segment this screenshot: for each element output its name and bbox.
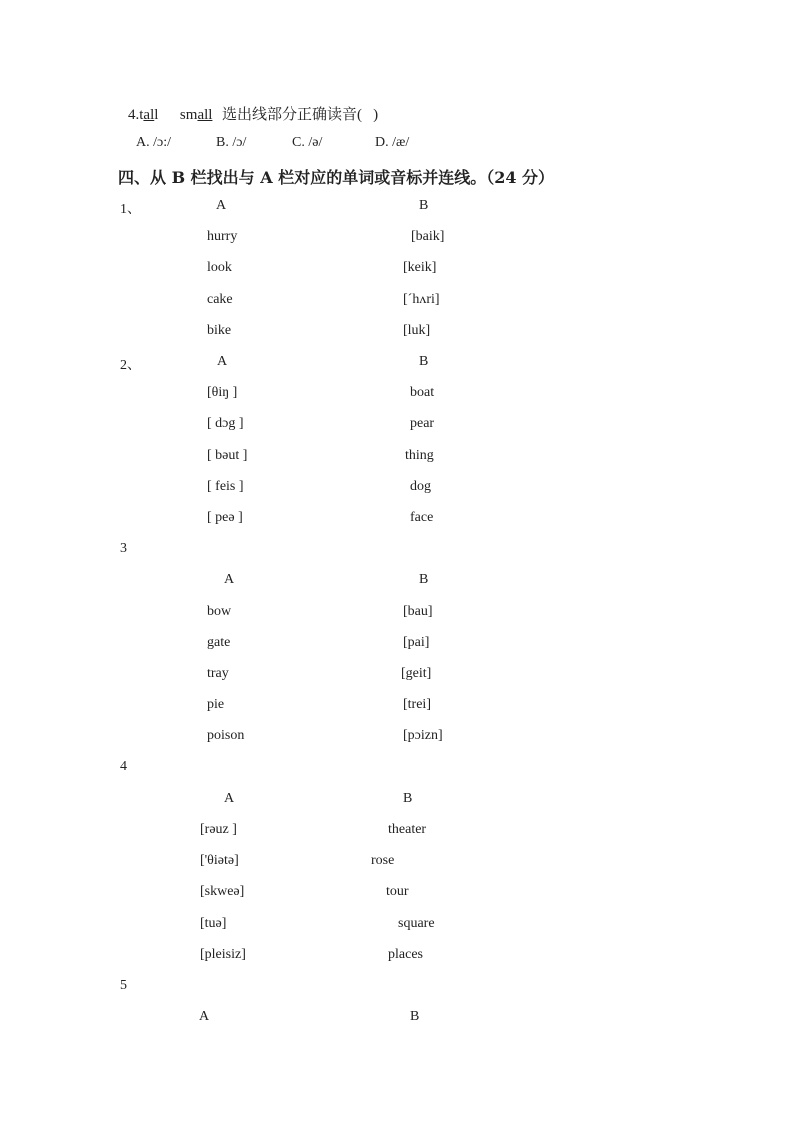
group-2-col-b: B — [419, 354, 429, 369]
group-3-col-b: B — [419, 572, 429, 587]
group-1-row-4-b: [luk] — [403, 323, 431, 338]
group-4-row-1-a: [rəuz ] — [200, 822, 237, 837]
group-2-row-4-a: [ feis ] — [207, 479, 244, 494]
group-4-row-5-a: [pleisiz] — [200, 947, 246, 962]
question-number: 4. — [128, 107, 140, 123]
word-small-underlined: all — [197, 107, 213, 123]
group-1-row-1-a: hurry — [207, 229, 238, 244]
group-2-row-2-b: pear — [410, 416, 435, 431]
word-tall-underlined: al — [143, 107, 155, 123]
group-1-row-4-a: bike — [207, 323, 232, 338]
group-1-row-2-b: [keik] — [403, 260, 437, 275]
group-4-row-3-b: tour — [386, 884, 409, 899]
group-3-label: 3 — [120, 541, 127, 556]
group-2-col-a: A — [217, 354, 228, 369]
group-3-row-5-a: poison — [207, 728, 245, 743]
group-4-row-4-a: [tuə] — [200, 916, 227, 931]
group-4-label: 4 — [120, 759, 127, 774]
option-b: B. /ɔ/ — [216, 135, 247, 150]
group-3-row-4-b: [trei] — [403, 697, 431, 712]
group-1-row-1-b: [baik] — [411, 229, 445, 244]
group-3-row-3-b: [geit] — [401, 666, 432, 681]
question-prompt: 选出线部分正确读音( ) — [221, 107, 379, 123]
group-2-label: 2、 — [120, 358, 141, 373]
group-3-row-1-b: [bau] — [403, 604, 433, 619]
group-3-row-5-b: [pɔizn] — [403, 728, 443, 743]
group-4-row-5-b: places — [388, 947, 423, 962]
group-2-row-4-b: dog — [410, 479, 431, 494]
group-3-col-a: A — [224, 572, 235, 587]
option-d: D. /æ/ — [375, 135, 410, 150]
group-1-row-2-a: look — [207, 260, 232, 275]
group-3-row-2-a: gate — [207, 635, 231, 650]
word-tall-suffix: l — [154, 107, 159, 123]
word-tall-prefix: t — [139, 107, 144, 123]
group-1-col-b: B — [419, 198, 429, 213]
group-4-row-2-b: rose — [371, 853, 395, 868]
word-small-prefix: sm — [179, 107, 198, 123]
group-4-row-1-b: theater — [388, 822, 427, 837]
group-4-row-4-b: square — [398, 916, 435, 931]
option-c: C. /ə/ — [292, 135, 323, 150]
group-5-col-b: B — [410, 1009, 420, 1024]
group-4-row-2-a: ['θiətə] — [200, 853, 239, 868]
group-5-label: 5 — [120, 978, 127, 993]
group-2-row-5-b: face — [410, 510, 434, 525]
group-2-row-1-b: boat — [410, 385, 435, 400]
group-2-row-3-b: thing — [405, 448, 434, 463]
group-4-col-b: B — [403, 791, 413, 806]
group-2-row-3-a: [ bəut ] — [207, 448, 248, 463]
question-4-line — [128, 103, 378, 124]
group-5-col-a: A — [199, 1009, 210, 1024]
group-4-row-3-a: [skweə] — [200, 884, 245, 899]
group-1-row-3-b: [ˊhʌri] — [403, 292, 440, 307]
group-4-col-a: A — [224, 791, 235, 806]
group-1-label: 1、 — [120, 202, 141, 217]
group-3-row-4-a: pie — [207, 697, 225, 712]
group-1-row-3-a: cake — [207, 292, 233, 307]
section-heading: 四、从 B 栏找出与 A 栏对应的单词或音标并连线。（24 分） — [118, 168, 555, 187]
group-2-row-1-a: [θiŋ ] — [207, 385, 238, 400]
group-2-row-2-a: [ dɔg ] — [207, 416, 244, 431]
group-3-row-2-b: [pai] — [403, 635, 430, 650]
group-3-row-3-a: tray — [207, 666, 229, 681]
group-1-col-a: A — [216, 198, 227, 213]
group-2-row-5-a: [ peə ] — [207, 510, 243, 525]
group-3-row-1-a: bow — [207, 604, 232, 619]
option-a: A. /ɔ:/ — [136, 135, 171, 150]
